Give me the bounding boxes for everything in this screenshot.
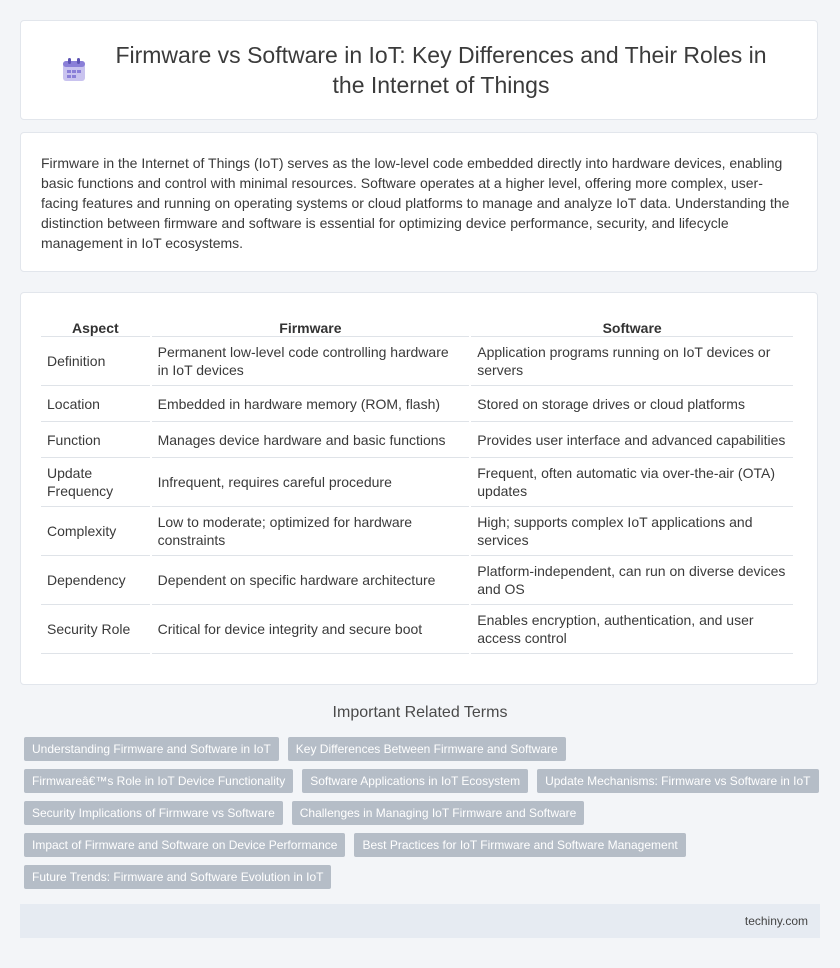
cell-firmware: Infrequent, requires careful procedure [152, 458, 470, 507]
cell-aspect: Dependency [41, 556, 150, 605]
comparison-table [39, 313, 795, 654]
cell-firmware: Dependent on specific hardware architecture [152, 556, 470, 605]
title-wrap [21, 25, 817, 116]
tag-row [24, 737, 824, 761]
related-term-tag[interactable]: Security Implications of Firmware vs Software [24, 801, 283, 825]
cell-aspect: Update Frequency [41, 458, 150, 507]
related-term-tag[interactable]: Impact of Firmware and Software on Device Performance [24, 833, 345, 857]
tag-row [24, 801, 824, 825]
cell-firmware: Low to moderate; optimized for hardware constraints [152, 507, 470, 556]
cell-firmware: Critical for device integrity and secure boot [152, 605, 470, 654]
cell-aspect: Location [41, 386, 150, 422]
related-term-tag[interactable]: Challenges in Managing IoT Firmware and Software [292, 801, 585, 825]
cell-aspect: Complexity [41, 507, 150, 556]
table-row [41, 386, 793, 422]
intro-card [20, 132, 818, 272]
related-term-tag[interactable]: Key Differences Between Firmware and Software [288, 737, 566, 761]
header-firmware: Firmware [152, 313, 470, 337]
related-term-tag[interactable]: Firmwareâ€™s Role in IoT Device Functionality [24, 769, 293, 793]
calendar-icon [61, 57, 87, 83]
table-row [41, 458, 793, 507]
cell-software: Stored on storage drives or cloud platforms [471, 386, 793, 422]
cell-aspect: Security Role [41, 605, 150, 654]
cell-firmware: Permanent low-level code controlling hardware in IoT devices [152, 337, 470, 386]
related-term-tag[interactable]: Software Applications in IoT Ecosystem [302, 769, 528, 793]
table-row [41, 605, 793, 654]
related-term-tag[interactable]: Future Trends: Firmware and Software Evolution in IoT [24, 865, 331, 889]
table-row [41, 422, 793, 458]
related-term-tag[interactable]: Update Mechanisms: Firmware vs Software in IoT [537, 769, 818, 793]
tag-row [24, 769, 824, 793]
table-row [41, 337, 793, 386]
cell-software: Provides user interface and advanced capabilities [471, 422, 793, 458]
title-card [20, 20, 818, 120]
cell-firmware: Embedded in hardware memory (ROM, flash) [152, 386, 470, 422]
header-aspect: Aspect [41, 313, 150, 337]
footer-site-link[interactable]: techiny.com [744, 914, 808, 928]
table-row [41, 507, 793, 556]
cell-software: High; supports complex IoT applications and services [471, 507, 793, 556]
cell-software: Frequent, often automatic via over-the-air (OTA) updates [471, 458, 793, 507]
cell-software: Platform-independent, can run on diverse devices and OS [471, 556, 793, 605]
related-term-tag[interactable]: Understanding Firmware and Software in IoT [24, 737, 279, 761]
cell-software: Enables encryption, authentication, and user access control [471, 605, 793, 654]
intro-paragraph: Firmware in the Internet of Things (IoT) serves as the low-level code embedded directly into hardware devices, enabling basic functions and control with minimal resources. Software operates at a higher level, offering more complex, user-facing features and running on operating systems or cloud platforms to manage and analyze IoT data. Understanding the distinction between firmware and software is essential for optimizing device performance, security, and lifecycle management in IoT ecosystems. [41, 155, 790, 251]
cell-aspect: Function [41, 422, 150, 458]
page-title: Firmware vs Software in IoT: Key Differences and Their Roles in the Internet of Things [115, 42, 767, 98]
related-terms-heading: Important Related Terms [332, 704, 508, 721]
table-row [41, 556, 793, 605]
tag-row [24, 865, 824, 889]
related-terms-list [24, 737, 824, 897]
footer [20, 904, 820, 938]
comparison-table-card [20, 292, 818, 685]
cell-aspect: Definition [41, 337, 150, 386]
cell-firmware: Manages device hardware and basic functions [152, 422, 470, 458]
tag-row [24, 833, 824, 857]
cell-software: Application programs running on IoT devices or servers [471, 337, 793, 386]
related-term-tag[interactable]: Best Practices for IoT Firmware and Software Management [354, 833, 685, 857]
header-software: Software [471, 313, 793, 337]
table-header-row [41, 313, 793, 337]
